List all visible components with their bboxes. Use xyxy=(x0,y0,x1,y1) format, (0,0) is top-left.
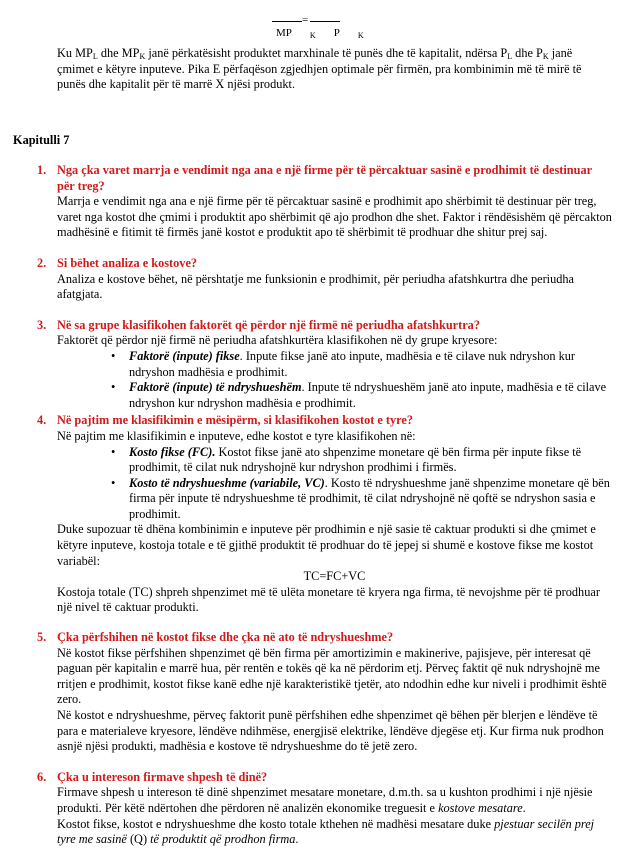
question-5 xyxy=(26,630,612,755)
fraction-bar-left xyxy=(272,21,302,22)
bullet-list xyxy=(57,445,612,523)
question-number: 5. xyxy=(37,630,47,645)
question-title: Çka u intereson firmave shpesh të dinë? xyxy=(57,769,268,784)
denominator-right: P $_K$ xyxy=(333,27,364,40)
question-4 xyxy=(26,413,612,616)
fraction-bar-right xyxy=(310,21,340,22)
bullet-item: • Faktorë (inpute) fikse. Inpute fikse janë ato inpute, madhësia e të cilave nuk ndryshon kur ndryshon madhësia e prodhimit. xyxy=(111,348,576,379)
equation: TC=FC+VC xyxy=(303,569,366,584)
answer-text: Marrja e vendimit nga ana e një firme për të përcaktuar sasinë e prodhimit apo shërbimit të destinuar për treg, varet nga kostot dhe çmimi i produktit apo shërbimit që ajo prodhon dhe shet. Faktor i rëndësishëm që përcakton madhësinë e fitimit të firmës janë kostot e produktit apo të shërbimit të prodhuar dhe shitur prej saj. xyxy=(57,194,612,240)
question-title: Si bëhet analiza e kostove? xyxy=(57,255,198,270)
question-list xyxy=(26,163,612,863)
question-title: Në pajtim me klasifikimin e mësipërm, si klasifikohen kostot e tyre? xyxy=(57,413,414,428)
answer-text: Faktorët që përdor një firmë në periudha afatshkurtëra klasifikohen në dy grupe kryesore: xyxy=(57,333,498,348)
bullet-list xyxy=(57,349,612,411)
equals-sign: = xyxy=(302,14,309,26)
question-6 xyxy=(26,770,612,848)
question-1 xyxy=(26,163,612,241)
answer-text: Firmave shpesh u intereson të dinë shpenzimet mesatare monetare, d.m.th. sa u kushton prodhimi i një njësie produkti. Për këtë ndërtohen dhe përdoren në analizën ekonomike treguesit e kostove mesatare. xyxy=(57,785,593,815)
bullet-icon: • xyxy=(111,475,116,490)
question-number: 2. xyxy=(37,255,47,270)
bullet-item: • Kosto të ndryshueshme (variabile, VC). Kosto të ndryshueshme janë shpenzime monetare që bën firma për inpute të ndryshueshme të prodhimit, të cilat ndryshojnë në qoftë se ndryshon sasia e prodhimit. xyxy=(111,475,610,521)
bullet-icon: • xyxy=(111,444,116,459)
formula-denominators xyxy=(276,26,382,42)
answer-text: Në kostot fikse përfshihen shpenzimet që bën firma për amortizimin e makinerive, pajisjeve, për interesat që paguan për kapitalin e marrë hua, për rentën e tokës që ka në përdorim etj. Përveç faktit që nuk ndryshojnë me rritjen e prodhimit, kostot fikse kanë edhe një karakteristikë tjetër, ato ndodhin edhe kur niveli i prodhimit është zero. xyxy=(57,645,607,707)
answer-text: Analiza e kostove bëhet, në përshtatje me funksionin e prodhimit, për periudha afatshkurtra dhe periudha afatgjata. xyxy=(57,271,574,302)
question-number: 6. xyxy=(37,769,47,784)
question-number: 1. xyxy=(37,163,47,177)
question-number: 4. xyxy=(37,413,47,428)
bullet-item: • Kosto fikse (FC). Kostot fikse janë ato shpenzime monetare që bën firma për inpute fikse të prodhimit, të cilat nuk ndryshojnë kur ndryshon prodhimi i firmës. xyxy=(111,444,582,475)
answer-text: Duke supozuar të dhëna kombinimin e inputeve për prodhimin e një sasie të caktuar produkti si dhe çmimet e këtyre inputeve, kostoja totale e të gjithë produktit të prodhuar do të jepej si shumë e kostove fikse me kostot variabël: xyxy=(57,522,596,568)
question-title: Çka përfshihen në kostot fikse dhe çka në ato të ndryshueshme? xyxy=(57,630,394,645)
bullet-item: • Faktorë (inpute) të ndryshueshëm. Inpute të ndryshueshëm janë ato inpute, madhësia e të cilave ndryshon kur ndryshon madhësia e prodhimit. xyxy=(111,380,607,410)
denominator-left: MP $_K$ xyxy=(276,27,316,40)
intro-paragraph: Ku $MP_L$ dhe $MP_K$ janë përkatësisht produktet marxhinale të punës dhe të kapitalit, ndërsa $P_L$ dhe $P_K$ janë çmimet e këtyre inputeve. Pika E përfaqëson zgjedhjen optimale për firmën, pra kombinimin më të mirë të punës dhe kapitalit për të marrë X njësi produkt. xyxy=(57,46,582,92)
answer-text: Kostot fikse, kostot e ndryshueshme dhe kosto totale kthehen në madhësi mesatare duke pjestuar secilën prej tyre me sasinë (Q) të produktit që prodhon firma. xyxy=(57,816,595,847)
question-number: 3. xyxy=(37,317,47,332)
answer-text: Në pajtim me klasifikimin e inputeve, edhe kostot e tyre klasifikohen në: xyxy=(57,428,416,443)
answer-text: Kostoja totale (TC) shpreh shpenzimet më të ulëta monetare të kryera nga firma, të nevojshme për të prodhuar një nivel të caktuar produkti. xyxy=(57,584,600,615)
question-3 xyxy=(26,318,612,412)
question-title: Në sa grupe klasifikohen faktorët që përdor një firmë në periudha afatshkurtra? xyxy=(57,317,480,332)
question-2 xyxy=(26,256,612,303)
bullet-icon: • xyxy=(111,348,116,363)
chapter-heading: Kapitulli 7 xyxy=(13,133,70,147)
answer-text: Në kostot e ndryshueshme, përveç faktorit punë përfshihen edhe shpenzimet që bëhen për blerjen e lëndëve të para e materialeve kryesore, lëndëve ndihmëse, energjisë elektrike, lëndëve djegëse etj. Kur firma nuk prodhon asnjë njësi produkti, madhësia e kostove të ndryshueshme do të jetë zero. xyxy=(57,708,604,754)
question-title: Nga çka varet marrja e vendimit nga ana e një firme për të përcaktuar sasinë e prodhimit të destinuar për treg? xyxy=(57,163,592,193)
bullet-icon: • xyxy=(111,380,116,395)
